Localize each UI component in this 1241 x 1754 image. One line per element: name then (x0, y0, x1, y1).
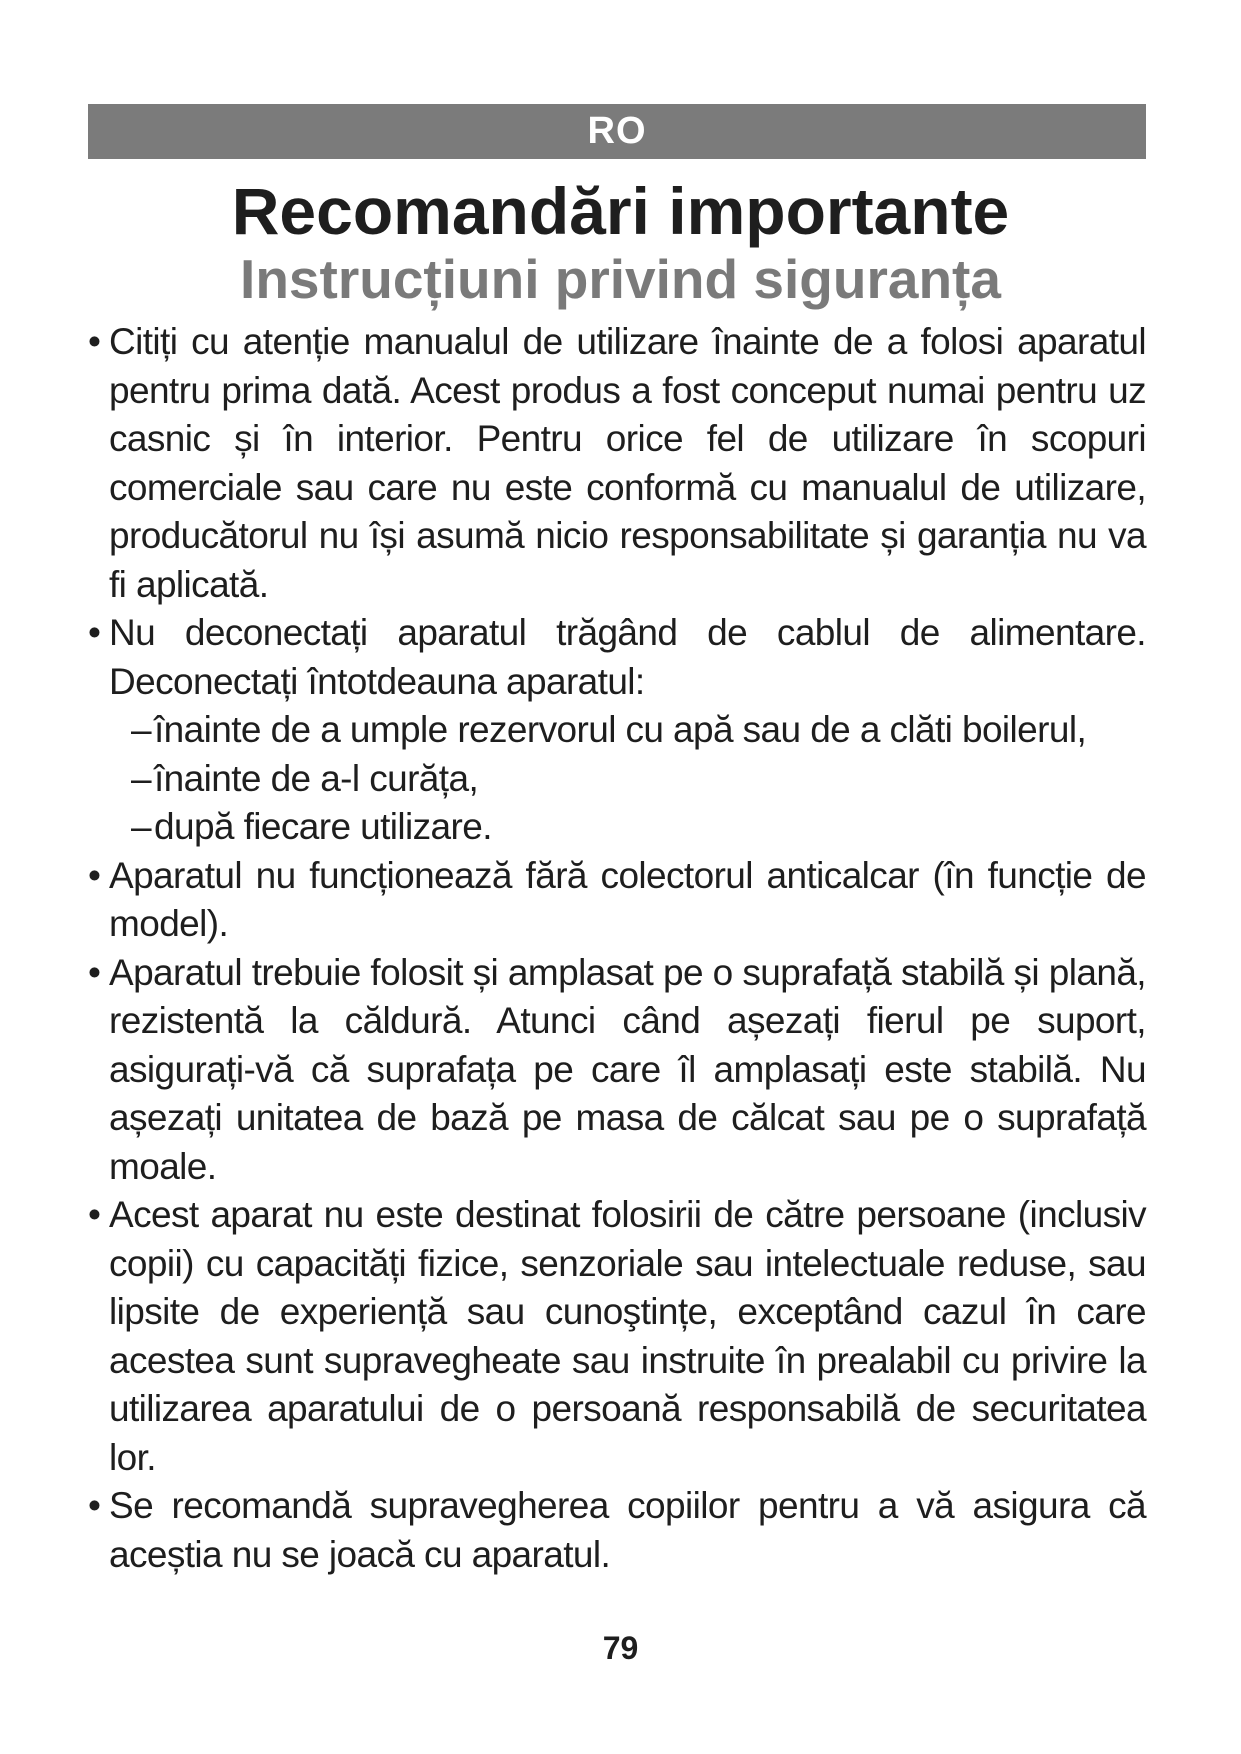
bullet-icon: • (88, 612, 101, 653)
bullet-icon: • (88, 1485, 101, 1526)
safety-instructions-list (88, 318, 1146, 1579)
list-item-text: Aparatul trebuie folosit și amplasat pe o suprafață stabilă și plană, rezistentă la căldură. Atunci când așezați fierul pe suport, asigurați-vă că suprafața pe care îl amplasați este stabilă. Nu așezați unitatea de bază pe masa de călcat sau pe o suprafață moale. (109, 951, 1146, 1187)
page-title: Recomandări importante (231, 174, 1010, 248)
list-item (88, 1482, 1146, 1579)
sub-list-item (88, 755, 1146, 804)
sub-list-item-text: înainte de a umple rezervorul cu apă sau de a clăti boilerul, (154, 709, 1087, 750)
sub-list-item-text: înainte de a-l curăța, (154, 757, 479, 799)
page-subtitle: Instrucțiuni privind siguranța (240, 248, 1001, 310)
sub-list-item (88, 803, 1146, 852)
list-item-text: Acest aparat nu este destinat folosirii de către persoane (inclusiv copii) cu capacități fizice, senzoriale sau intelectuale reduse, sau lipsite de experiență sau cunoştințe, exceptând cazul în care acestea sunt supravegheate sau instruite în prealabil cu privire la utilizarea aparatului de o persoană responsabilă de securitatea lor. (109, 1194, 1146, 1478)
list-item (88, 609, 1146, 706)
language-header-bar (88, 104, 1146, 159)
bullet-icon: • (88, 321, 101, 362)
list-item (88, 852, 1146, 949)
list-item (88, 318, 1146, 609)
dash-icon: – (131, 806, 151, 847)
bullet-icon: • (88, 854, 101, 896)
dash-icon: – (131, 709, 151, 750)
bullet-icon: • (88, 1194, 101, 1235)
list-item (88, 1191, 1146, 1482)
page-number: 79 (602, 1630, 639, 1666)
sub-list-item-text: după fiecare utilizare. (154, 806, 492, 847)
dash-icon: – (131, 757, 151, 799)
list-item-text: Citiți cu atenție manualul de utilizare înainte de a folosi aparatul pentru prima dată. Acest produs a fost conceput numai pentru uz casnic și în interior. Pentru orice fel de utilizare în scopuri comerciale sau care nu este conformă cu manualul de utilizare, producătorul nu își asumă nicio responsabilitate și garanția nu va fi aplicată. (109, 321, 1146, 605)
bullet-icon: • (88, 951, 101, 993)
language-code: RO (587, 110, 647, 152)
list-item (88, 949, 1146, 1192)
sub-list-item (88, 706, 1164, 755)
list-item-text: Nu deconectați aparatul trăgând de cablul de alimentare. Deconectați întotdeauna aparatul: (109, 612, 1146, 702)
list-item-text: Aparatul nu funcționează fără colectorul anticalcar (în funcție de model). (109, 854, 1146, 944)
list-item-text: Se recomandă supravegherea copiilor pentru a vă asigura că aceștia nu se joacă cu aparatul. (109, 1485, 1146, 1575)
